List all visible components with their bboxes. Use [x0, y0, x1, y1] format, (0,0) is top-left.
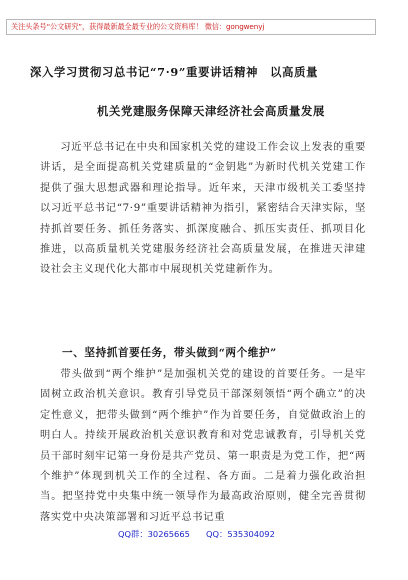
section-1-paragraph: 带头做到“两个维护”是加强机关党的建设的首要任务。一是牢固树立政治机关意识。教育引导党员干部深刻领悟“两个确立”的决定性意义，把带头做到“两个维护”作为首要任务，自觉做政治上的明白人。持续开展政治机关意识教育和对党忠诚教育，引导机关党员干部时刻牢记第一身份是共产党员、第一职责是为党工作，把“两个维护”体现到机关工作的全过程、各方面。二是着力强化政治担当。把坚持党中央集中统一领导作为最高政治原则，健全完善贯彻落实党中央决策部署和习近平总书记重 [40, 369, 366, 523]
document-title-line-1: 深入学习贯彻习总书记“7·9”重要讲话精神 以高质量 [30, 65, 319, 79]
section-1-heading: 一、坚持抓首要任务，带头做到“两个维护” [62, 347, 277, 359]
document-title-line-2: 机关党建服务保障天津经济社会高质量发展 [97, 104, 325, 118]
intro-paragraph: 习近平总书记在中央和国家机关党的建设工作会议上发表的重要讲话，是全面提高机关党建质量的“金钥匙”为新时代机关党建工作提供了强大思想武器和理论指导。近年来，天津市级机关工委坚持以习近平总书记“7·9”重要讲话精神为指引，紧密结合天津实际，坚持抓首要任务、抓任务落实、抓深度融合、抓压实责任、抓项目化推进，以高质量机关党建服务经济社会高质量发展，在推进天津建设社会主义现代化大都市中展现机关党建新作为。 [40, 142, 366, 276]
footer-qq-number: QQ：535304092 [206, 529, 275, 539]
promo-banner-text: 关注头条号“公文研究”，获得最新最全最专业的公文资料库！ 微信：gongwenyj [11, 22, 265, 31]
promo-banner [6, 19, 376, 35]
footer-qq-group: QQ群：30265665 [118, 529, 190, 539]
